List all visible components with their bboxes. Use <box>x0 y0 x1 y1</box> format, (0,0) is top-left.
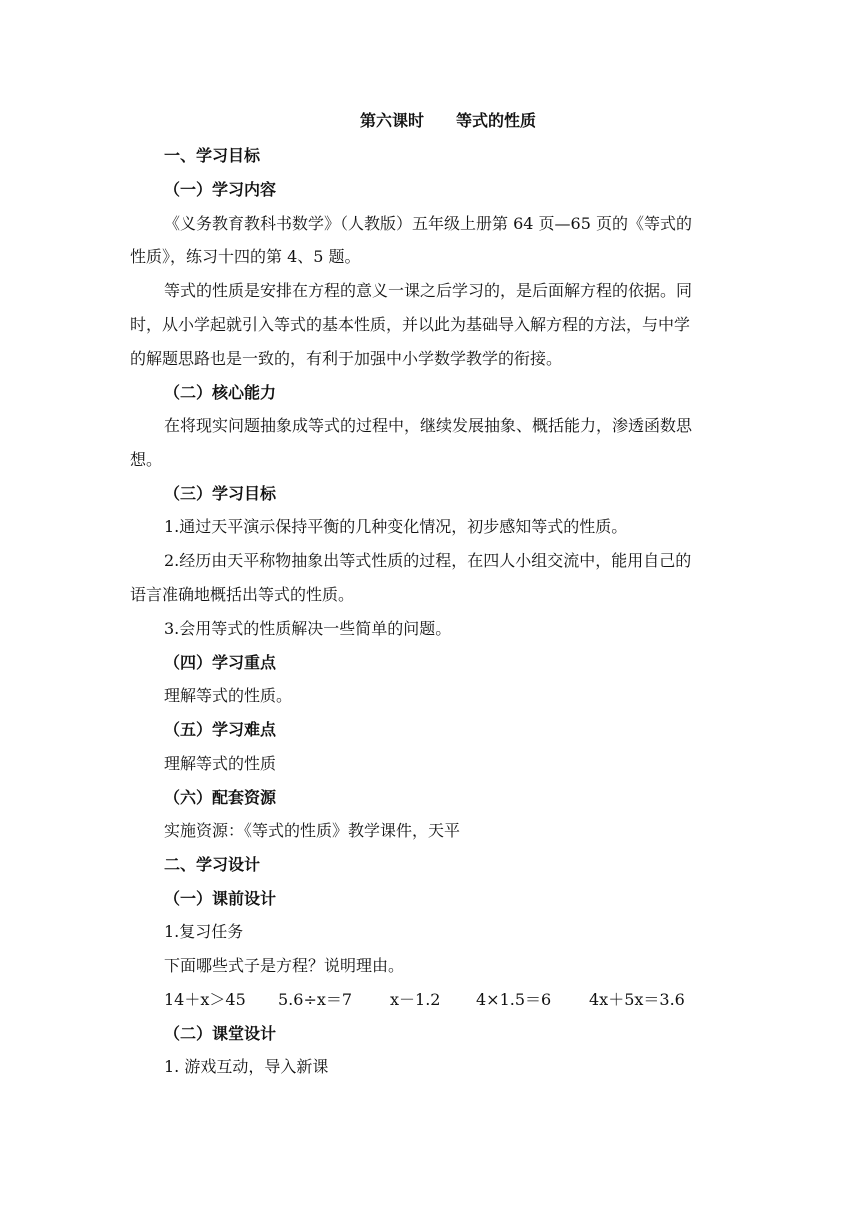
paragraph-line: 在将现实问题抽象成等式的过程中，继续发展抽象、概括能力，渗透函数思 <box>164 416 693 435</box>
objective-item: 2.经历由天平称物抽象出等式性质的过程，在四人小组交流中，能用自己的 <box>164 551 692 570</box>
subheading-key-points: （四）学习重点 <box>164 653 277 672</box>
objective-item: 1.通过天平演示保持平衡的几种变化情况，初步感知等式的性质。 <box>164 517 628 536</box>
equation: 4×1.5＝6 <box>476 990 552 1009</box>
equation: 14＋x＞45 <box>164 990 246 1009</box>
paragraph-line: 等式的性质是安排在方程的意义一课之后学习的，是后面解方程的依据。同 <box>164 281 693 300</box>
subheading-core-ability: （二）核心能力 <box>164 383 277 402</box>
equation: 4x＋5x＝3.6 <box>589 990 685 1009</box>
paragraph-line: 想。 <box>130 450 163 469</box>
section-heading-learning-goals: 一、学习目标 <box>164 146 261 165</box>
paragraph-line: 下面哪些式子是方程？说明理由。 <box>164 956 405 975</box>
paragraph-line: 理解等式的性质 <box>164 754 277 773</box>
equation: x－1.2 <box>390 990 441 1009</box>
objective-item: 3.会用等式的性质解决一些简单的问题。 <box>164 619 452 638</box>
paragraph-line: 《义务教育教科书数学》（人教版）五年级上册第 64 页—65 页的《等式的 <box>164 214 692 233</box>
paragraph-line: 时，从小学起就引入等式的基本性质，并以此为基础导入解方程的方法，与中学 <box>130 315 691 334</box>
subheading-difficulties: （五）学习难点 <box>164 720 277 739</box>
equation: 5.6÷x＝7 <box>278 990 353 1009</box>
subheading-learning-objectives: （三）学习目标 <box>164 484 277 503</box>
subheading-resources: （六）配套资源 <box>164 788 277 807</box>
list-item: 1. 游戏互动，导入新课 <box>164 1057 329 1076</box>
paragraph-line: 语言准确地概括出等式的性质。 <box>130 585 355 604</box>
equation-row <box>0 989 860 1011</box>
page-title: 第六课时 等式的性质 <box>359 111 536 130</box>
paragraph-line: 性质》，练习十四的第 4、5 题。 <box>130 247 361 266</box>
subheading-learning-content: （一）学习内容 <box>164 180 277 199</box>
subheading-pre-class-design: （一）课前设计 <box>164 889 277 908</box>
paragraph-line: 实施资源：《等式的性质》教学课件，天平 <box>164 821 461 840</box>
paragraph-line: 的解题思路也是一致的，有利于加强中小学数学教学的衔接。 <box>130 349 563 368</box>
paragraph-line: 理解等式的性质。 <box>164 686 293 705</box>
subheading-classroom-design: （二）课堂设计 <box>164 1024 277 1043</box>
list-item: 1.复习任务 <box>164 922 244 941</box>
section-heading-learning-design: 二、学习设计 <box>164 855 261 874</box>
